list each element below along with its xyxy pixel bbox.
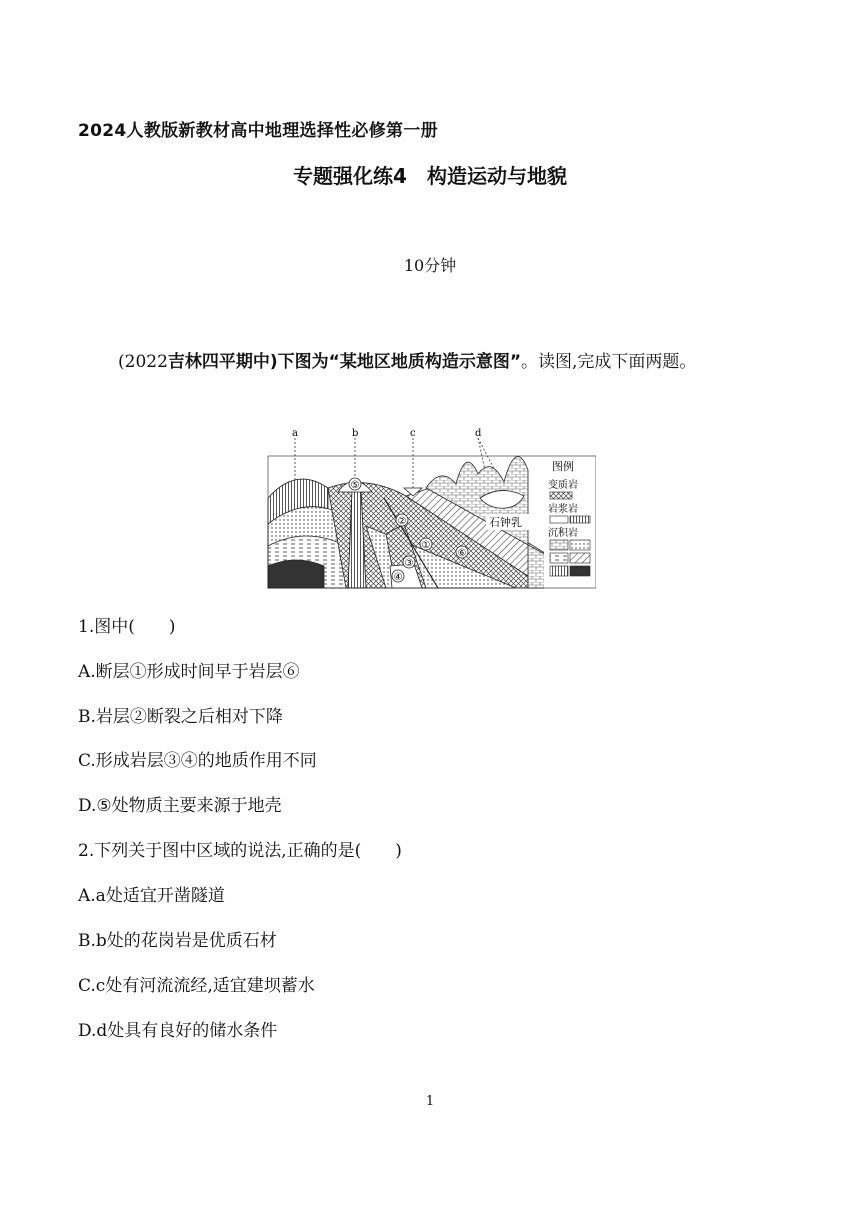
question-2-option-c[interactable]: C.c处有河流流经,适宜建坝蓄水 [78,976,315,996]
label-b: b [352,428,359,439]
circled-label-2 [396,514,408,527]
legend-swatch-sed-6 [570,566,590,576]
svg-text:④: ④ [393,572,403,583]
question-2-option-a[interactable]: A.a处适宜开凿隧道 [78,886,225,906]
legend-igneous: 岩浆岩 [548,504,578,515]
question-1-option-b[interactable]: B.岩层②断裂之后相对下降 [78,707,283,727]
svg-text:⑤: ⑤ [350,480,360,491]
svg-text:②: ② [397,516,407,527]
question-1-stem: 1.图中( ) [78,617,176,637]
question-intro [78,340,782,384]
legend-swatch-igneous-2 [570,516,590,523]
intro-suffix: 。读图,完成下面两题。 [521,352,697,372]
document-header: 2024人教版新教材高中地理选择性必修第一册 [78,121,438,141]
geologic-structure-figure [266,426,596,590]
svg-text:⑥: ⑥ [457,548,467,559]
label-d: d [475,428,482,439]
legend-swatch-sed-3 [550,553,568,563]
question-2-option-b[interactable]: B.b处的花岗岩是优质石材 [78,931,277,951]
figure-legend [544,456,596,590]
question-2-stem: 2.下列关于图中区域的说法,正确的是( ) [78,841,402,861]
question-2-option-d[interactable]: D.d处具有良好的储水条件 [78,1021,278,1041]
circled-label-1 [420,538,432,551]
question-1-option-d[interactable]: D.⑤处物质主要来源于地壳 [78,796,282,816]
folded-stratum-core [268,560,324,588]
question-1-option-a[interactable]: A.断层①形成时间早于岩层⑥ [78,662,300,682]
circled-label-4 [392,570,404,583]
duration-label: 10分钟 [403,256,457,275]
stalactite-label: 石钟乳 [489,516,522,529]
label-c: c [410,428,416,439]
page-title: 专题强化练4 构造运动与地貌 [293,164,567,188]
legend-swatch-igneous-1 [550,516,568,523]
svg-text:③: ③ [404,558,414,569]
circled-label-6 [456,546,468,559]
svg-text:①: ① [421,540,431,551]
circled-label-3 [403,556,415,569]
legend-swatch-sed-2 [570,540,590,550]
intro-source: 吉林四平期中 [167,352,270,372]
intro-middle: )下图为“某地区地质构造示意图” [269,352,522,372]
legend-title: 图例 [552,460,574,473]
legend-swatch-sed-5 [550,566,568,576]
legend-sedimentary: 沉积岩 [548,528,578,539]
intro-prefix: (2022 [118,352,168,372]
page-number: 1 [425,1094,435,1109]
legend-metamorphic: 变质岩 [548,480,578,491]
circled-label-5 [349,478,361,491]
legend-swatch-sed-1 [550,540,568,550]
legend-swatch-metamorphic [550,492,572,499]
legend-swatch-sed-4 [570,553,590,563]
label-a: a [292,428,298,439]
question-1-option-c[interactable]: C.形成岩层③④的地质作用不同 [78,751,317,771]
